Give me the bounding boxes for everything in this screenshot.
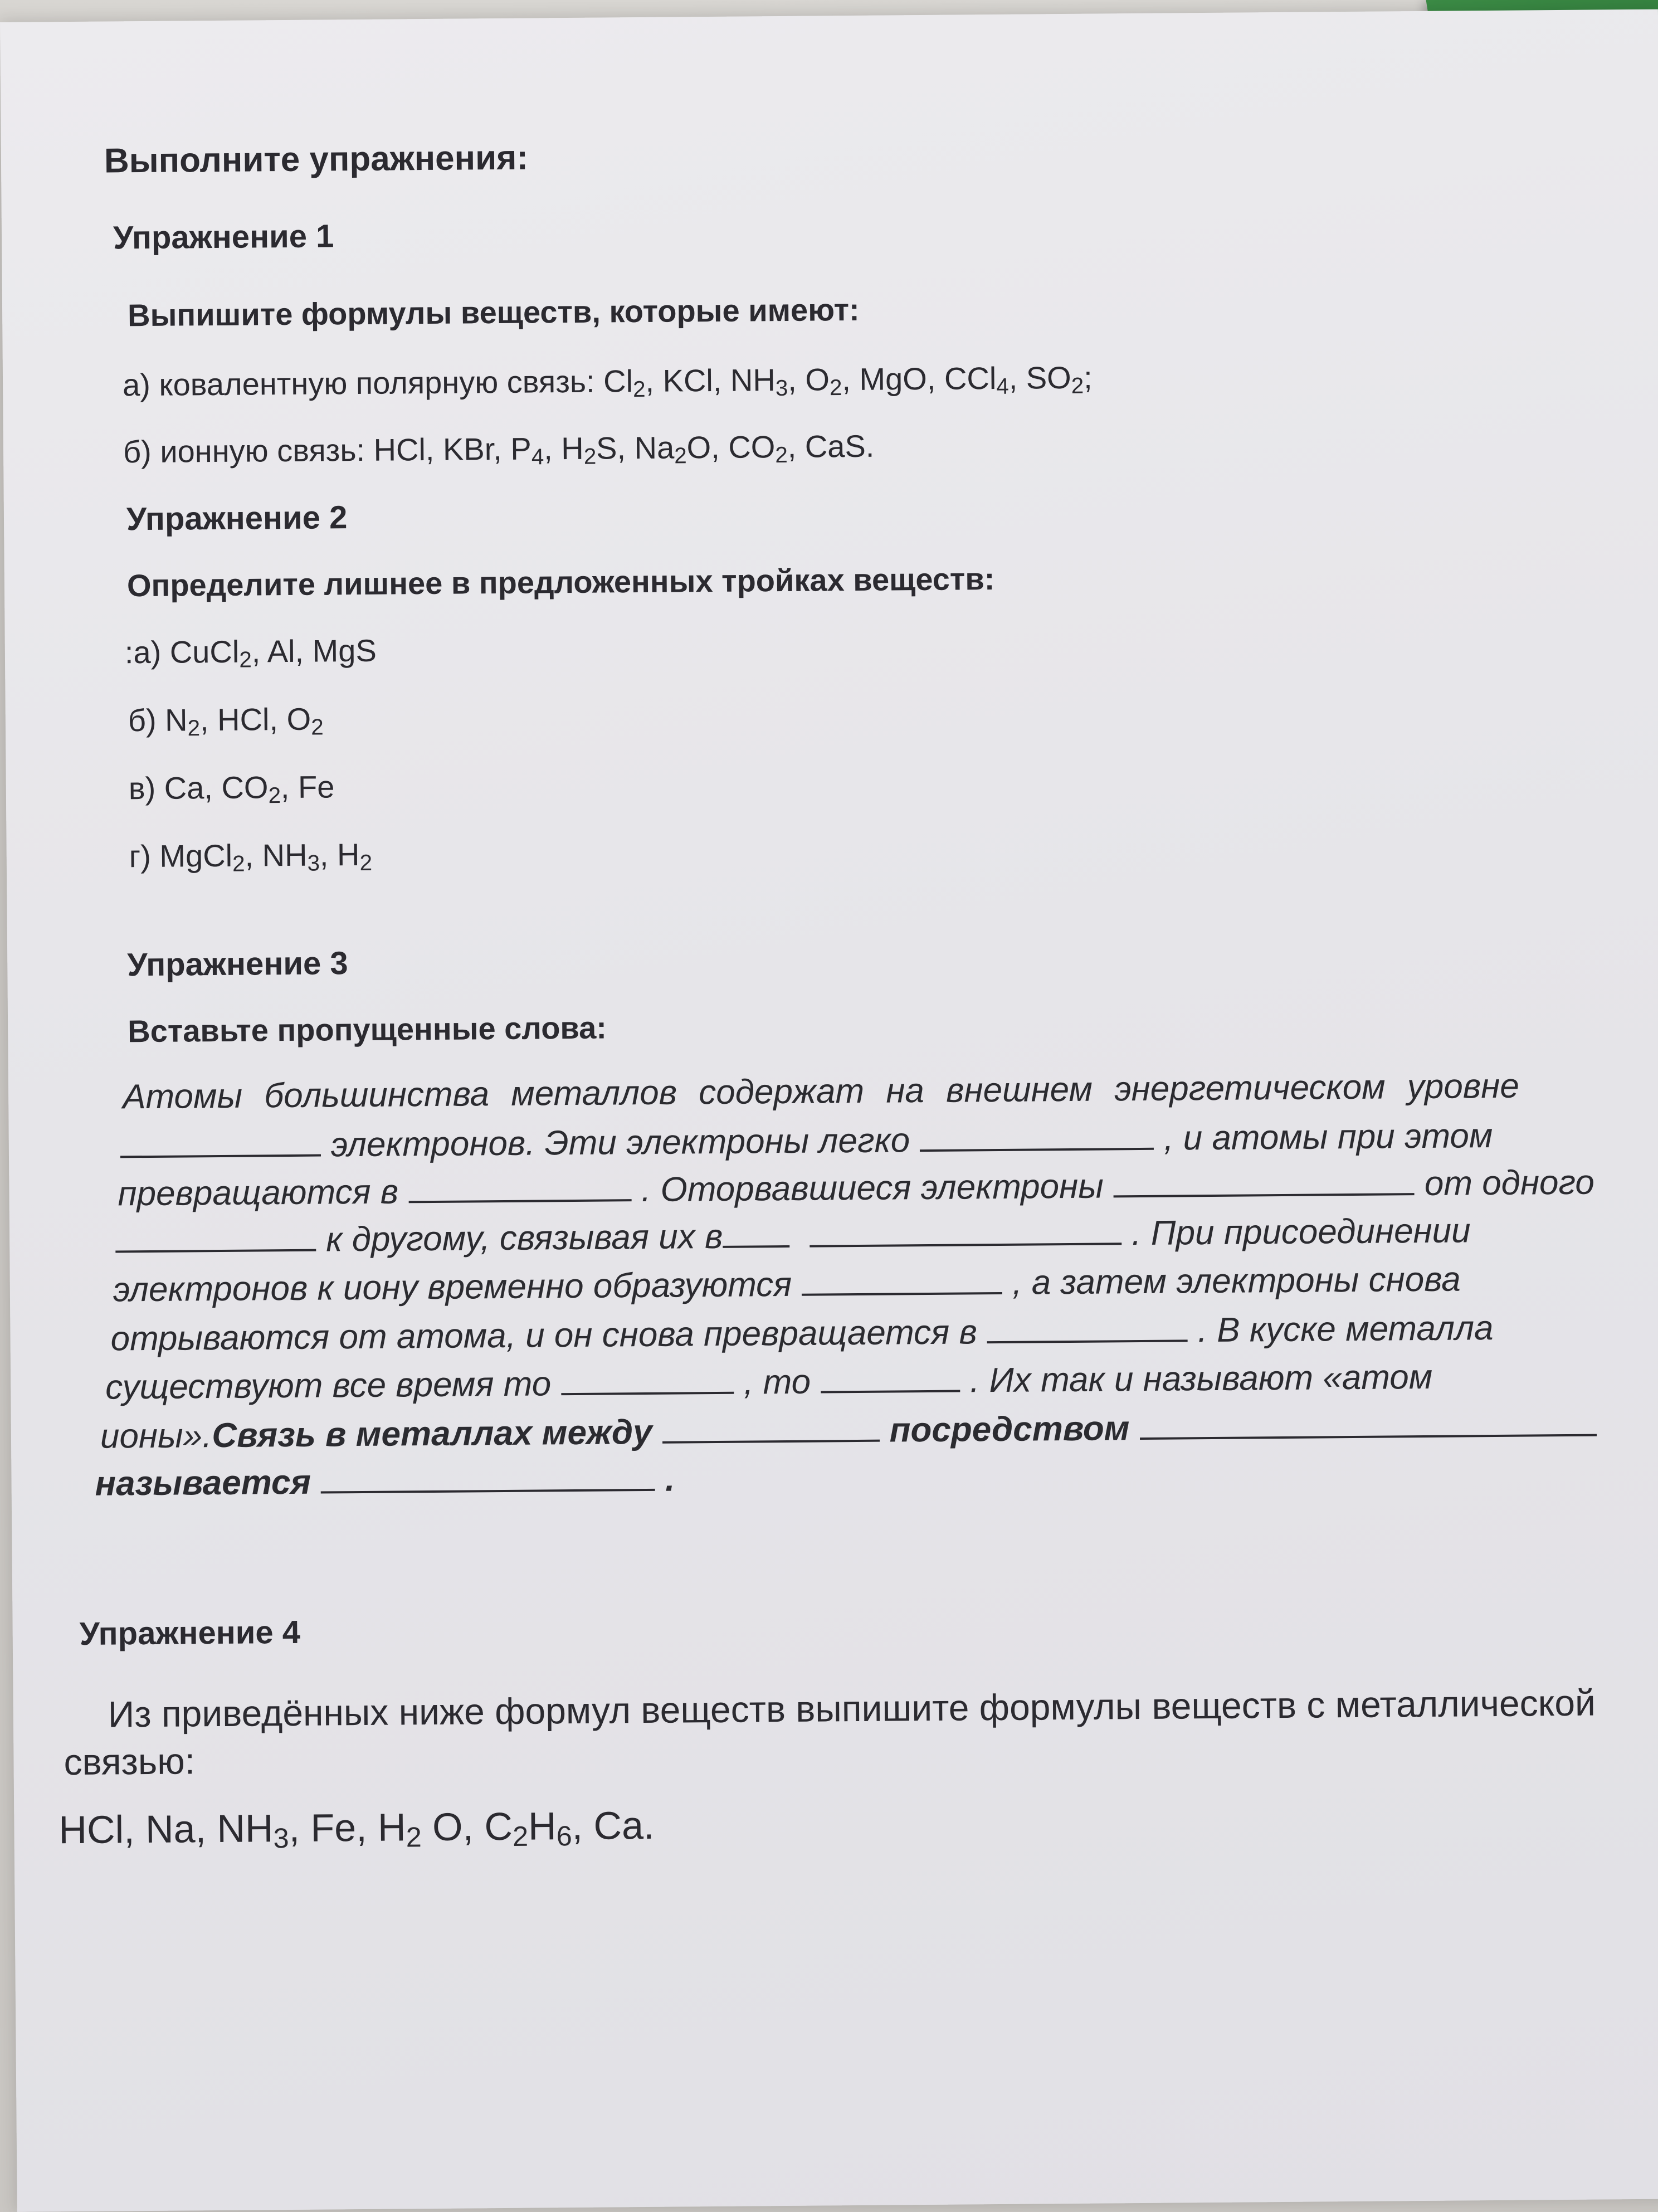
answer-blank[interactable]	[723, 1214, 789, 1248]
exercise-2-item: в) Ca, $CO_2$, Fe	[128, 769, 335, 808]
page-heading: Выполните упражнения:	[104, 138, 529, 181]
exercise-2-title: Упражнение 2	[126, 499, 348, 538]
fill-text: от одного	[1424, 1163, 1595, 1203]
fill-text-bold: Связь в металлах между	[212, 1412, 652, 1455]
exercise-1-task: Выпишите формулы веществ, которые имеют:	[127, 291, 860, 333]
answer-blank[interactable]	[920, 1117, 1154, 1152]
fill-text: . В куске металла	[1197, 1308, 1494, 1349]
fill-text-bold: посредством	[889, 1409, 1130, 1450]
fill-text: превращаются в	[118, 1172, 399, 1214]
fill-text: , то	[743, 1362, 811, 1402]
fill-paragraph-line-3	[118, 1159, 1658, 1214]
answer-blank[interactable]	[802, 1261, 1002, 1296]
item-b-label: б) ионную связь:	[123, 432, 374, 470]
answer-blank[interactable]	[1114, 1162, 1415, 1197]
fill-text: ионы».	[100, 1416, 212, 1456]
fill-text: существуют все время то	[105, 1365, 552, 1407]
fill-paragraph-line-7	[105, 1353, 1658, 1407]
answer-blank[interactable]	[987, 1308, 1187, 1343]
fill-text: . Их так и называют «атом	[969, 1357, 1433, 1400]
exercise-2-item: г) MgCl$_2$, $NH_3$, $H_2$	[129, 836, 373, 876]
fill-paragraph-line-5	[113, 1255, 1658, 1309]
exercise-1-item-a	[123, 359, 1093, 407]
exercise-2-item: :а) CuCl$_2$, Al, MgS	[124, 632, 377, 673]
worksheet-page	[0, 9, 1658, 2212]
fill-text: электронов. Эти электроны легко	[330, 1121, 910, 1165]
exercise-4-task-line-2: связью:	[64, 1740, 196, 1783]
exercise-3-title: Упражнение 3	[127, 945, 348, 983]
exercise-4-formulas: HCl, Na, $NH_3$, Fe, $H_2$ O, $C_2H_6$, Ca.	[58, 1803, 655, 1854]
exercise-2-task: Определите лишнее в предложенных тройках веществ:	[126, 561, 995, 603]
item-b-formulas: HCl, KBr, $P_4$, $H_2S$, $Na_2O$, $CO_2$, CaS.	[373, 428, 875, 470]
exercise-1-title: Упражнение 1	[113, 218, 334, 256]
answer-blank[interactable]	[821, 1359, 960, 1394]
fill-text: электронов к иону временно образуются	[113, 1265, 792, 1309]
fill-text-bold: называется	[95, 1463, 311, 1503]
answer-blank[interactable]	[810, 1211, 1121, 1247]
exercise-4-title: Упражнение 4	[79, 1614, 301, 1652]
answer-blank[interactable]	[561, 1361, 734, 1395]
fill-paragraph-line-6	[110, 1304, 1658, 1358]
answer-blank[interactable]	[662, 1409, 879, 1444]
answer-blank[interactable]	[1139, 1403, 1596, 1440]
answer-blank[interactable]	[120, 1123, 321, 1158]
fill-paragraph-line-4	[115, 1207, 1658, 1261]
fill-text: к другому, связывая их в	[325, 1217, 723, 1259]
exercise-2-item: б) $N_2$, HCl, $O_2$	[128, 701, 324, 741]
fill-text: . Оторвавшиеся электроны	[641, 1167, 1104, 1209]
fill-text: . При присоединении	[1131, 1211, 1471, 1253]
exercise-1-item-b	[123, 428, 875, 473]
answer-blank[interactable]	[408, 1168, 631, 1203]
item-a-formulas: $Cl_2$, KCl, $NH_3$, $O_2$, MgO, CCl$_4$, $SO_2$;	[603, 359, 1093, 402]
fill-paragraph-line-8	[100, 1402, 1658, 1456]
answer-blank[interactable]	[115, 1218, 316, 1253]
fill-text-bold: .	[665, 1460, 675, 1499]
fill-text: , и атомы при этом	[1163, 1116, 1493, 1158]
fill-paragraph-line-1	[123, 1065, 1638, 1117]
fill-text: , а затем электроны снова	[1012, 1260, 1461, 1302]
fill-text: Атомы большинства металлов содержат на внешнем энергетическом уровне	[122, 1066, 1520, 1117]
fill-text: отрываются от атома, и он снова превращается в	[110, 1313, 978, 1358]
answer-blank[interactable]	[321, 1458, 655, 1494]
exercise-4-task-line-1: Из приведённых ниже формул веществ выпишите формулы веществ с металлической	[108, 1682, 1596, 1735]
exercise-3-task: Вставьте пропущенные слова:	[127, 1010, 607, 1049]
fill-paragraph-line-9	[95, 1449, 1658, 1503]
item-a-label: а) ковалентную полярную связь:	[122, 363, 604, 403]
fill-paragraph-line-2	[120, 1112, 1658, 1166]
